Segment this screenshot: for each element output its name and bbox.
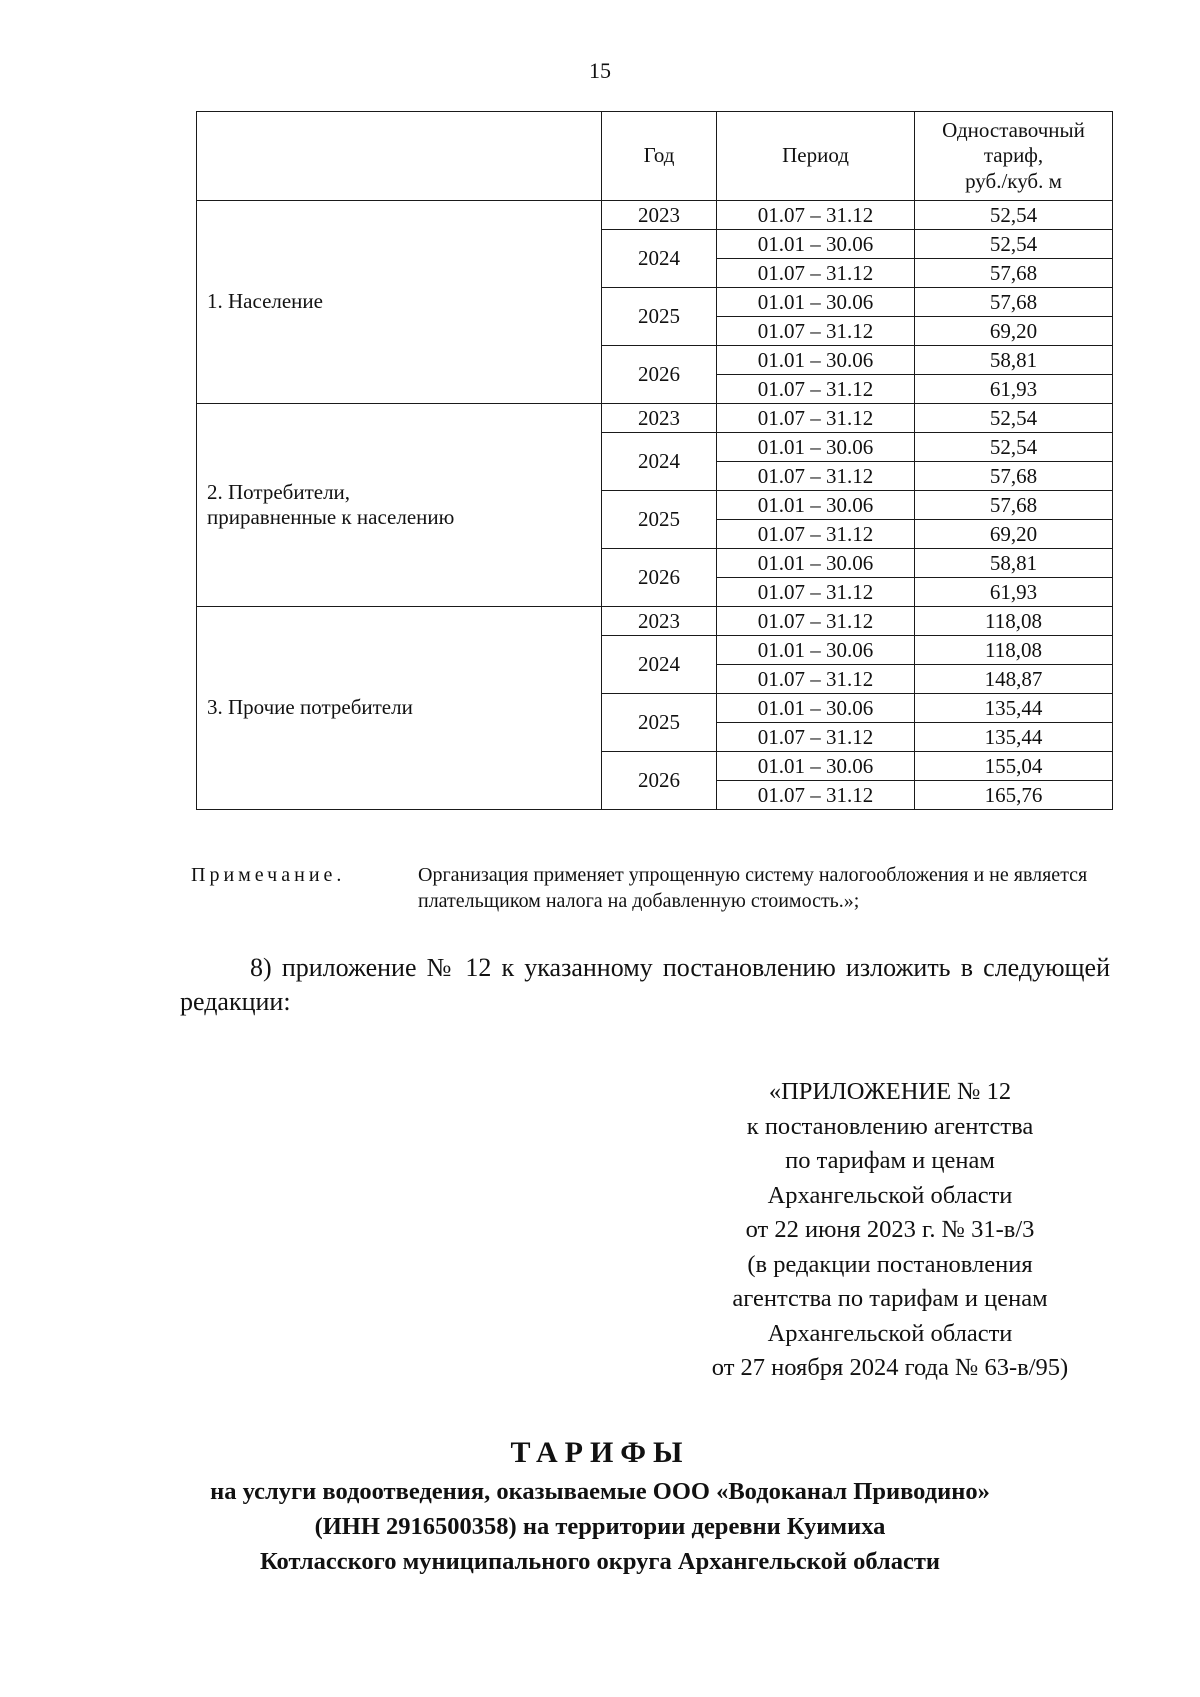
appendix-line: от 22 июня 2023 г. № 31-в/3 (745, 1216, 1035, 1243)
tariff-value-cell: 52,54 (915, 230, 1113, 259)
appendix-line: агентства по тарифам и ценам (732, 1285, 1048, 1312)
tariff-value-cell: 57,68 (915, 259, 1113, 288)
tariff-value-cell: 57,68 (915, 462, 1113, 491)
tariff-value-cell: 135,44 (915, 694, 1113, 723)
consumer-group-cell (197, 607, 602, 810)
period-cell: 01.01 – 30.06 (717, 288, 915, 317)
consumer-group-cell (197, 201, 602, 404)
year-cell: 2024 (602, 230, 717, 288)
note-label: Примечание. (191, 864, 346, 886)
note-text: Организация применяет упрощенную систему налогообложения и не является плательщиком налога на добавленную стоимость.»; (418, 864, 1088, 912)
appendix-line: «ПРИЛОЖЕНИЕ № 12 (768, 1078, 1012, 1105)
year-cell: 2025 (602, 694, 717, 752)
period-cell: 01.01 – 30.06 (717, 491, 915, 520)
tariff-value-cell: 58,81 (915, 346, 1113, 375)
title-line: Котласского муниципального округа Архангельской области (260, 1548, 940, 1575)
year-cell: 2026 (602, 549, 717, 607)
tariff-value-cell: 58,81 (915, 549, 1113, 578)
year-cell: 2023 (602, 201, 717, 230)
year-cell: 2026 (602, 752, 717, 810)
year-cell: 2023 (602, 404, 717, 433)
appendix-line: к постановлению агентства (746, 1112, 1034, 1140)
header-tariff-line: Одноставочный (942, 118, 1085, 143)
appendix-line: Архангельской области (767, 1181, 1013, 1209)
tariff-table (196, 111, 1113, 810)
note (191, 862, 1111, 914)
tariff-value-cell: 52,54 (915, 201, 1113, 230)
period-cell: 01.01 – 30.06 (717, 752, 915, 781)
page-number: 15 (589, 58, 611, 83)
tariff-value-cell: 165,76 (915, 781, 1113, 810)
header-consumer (197, 112, 602, 201)
year-cell: 2024 (602, 433, 717, 491)
tariff-value-cell: 148,87 (915, 665, 1113, 694)
period-cell: 01.01 – 30.06 (717, 230, 915, 259)
year-cell: 2024 (602, 636, 717, 694)
consumer-group-cell (197, 404, 602, 607)
tariff-value-cell: 52,54 (915, 433, 1113, 462)
period-cell: 01.01 – 30.06 (717, 433, 915, 462)
title-line: (ИНН 2916500358) на территории деревни Куимиха (314, 1513, 886, 1540)
table-header-row (197, 112, 1113, 201)
table-row (197, 607, 1113, 636)
tariff-value-cell: 135,44 (915, 723, 1113, 752)
period-cell: 01.07 – 31.12 (717, 317, 915, 346)
appendix-line: от 27 ноября 2024 года № 63-в/95) (711, 1354, 1069, 1381)
table-row (197, 404, 1113, 433)
period-cell: 01.07 – 31.12 (717, 781, 915, 810)
tariff-value-cell: 52,54 (915, 404, 1113, 433)
header-period: Период (717, 112, 915, 201)
amendment-paragraph (180, 951, 1110, 1019)
consumer-group-label: приравненные к населению (207, 505, 455, 529)
appendix-line: (в редакции постановления (747, 1250, 1033, 1278)
tariff-value-cell: 61,93 (915, 375, 1113, 404)
year-cell: 2025 (602, 491, 717, 549)
title-block (0, 1436, 1200, 1579)
tariff-value-cell: 118,08 (915, 636, 1113, 665)
period-cell: 01.07 – 31.12 (717, 259, 915, 288)
tariff-value-cell: 69,20 (915, 317, 1113, 346)
appendix-line: Архангельской области (767, 1319, 1013, 1347)
tariff-value-cell: 57,68 (915, 491, 1113, 520)
title-line: на услуги водоотведения, оказываемые ООО «Водоканал Приводино» (210, 1478, 990, 1505)
period-cell: 01.07 – 31.12 (717, 665, 915, 694)
table-row (197, 201, 1113, 230)
appendix-line: по тарифам и ценам (785, 1147, 995, 1174)
period-cell: 01.07 – 31.12 (717, 607, 915, 636)
period-cell: 01.07 – 31.12 (717, 375, 915, 404)
tariff-value-cell: 69,20 (915, 520, 1113, 549)
header-tariff (915, 112, 1113, 201)
period-cell: 01.01 – 30.06 (717, 694, 915, 723)
title-heading: ТАРИФЫ (510, 1436, 690, 1469)
tariff-value-cell: 57,68 (915, 288, 1113, 317)
period-cell: 01.07 – 31.12 (717, 520, 915, 549)
period-cell: 01.07 – 31.12 (717, 201, 915, 230)
consumer-group-label: 2. Потребители, (207, 479, 351, 504)
year-cell: 2026 (602, 346, 717, 404)
period-cell: 01.01 – 30.06 (717, 549, 915, 578)
amendment-paragraph-text: 8) приложение № 12 к указанному постановлению изложить в следующей редакции: (180, 953, 1110, 1016)
consumer-group-label: 1. Население (207, 289, 323, 314)
tariff-value-cell: 61,93 (915, 578, 1113, 607)
tariff-value-cell: 118,08 (915, 607, 1113, 636)
appendix-header (665, 1075, 1115, 1386)
period-cell: 01.01 – 30.06 (717, 636, 915, 665)
period-cell: 01.01 – 30.06 (717, 346, 915, 375)
tariff-value-cell: 155,04 (915, 752, 1113, 781)
year-cell: 2023 (602, 607, 717, 636)
period-cell: 01.07 – 31.12 (717, 723, 915, 752)
header-year: Год (602, 112, 717, 201)
header-tariff-line: тариф, (983, 143, 1044, 168)
period-cell: 01.07 – 31.12 (717, 578, 915, 607)
header-tariff-line: руб./куб. м (965, 168, 1062, 193)
period-cell: 01.07 – 31.12 (717, 462, 915, 491)
consumer-group-label: 3. Прочие потребители (207, 695, 413, 720)
period-cell: 01.07 – 31.12 (717, 404, 915, 433)
year-cell: 2025 (602, 288, 717, 346)
